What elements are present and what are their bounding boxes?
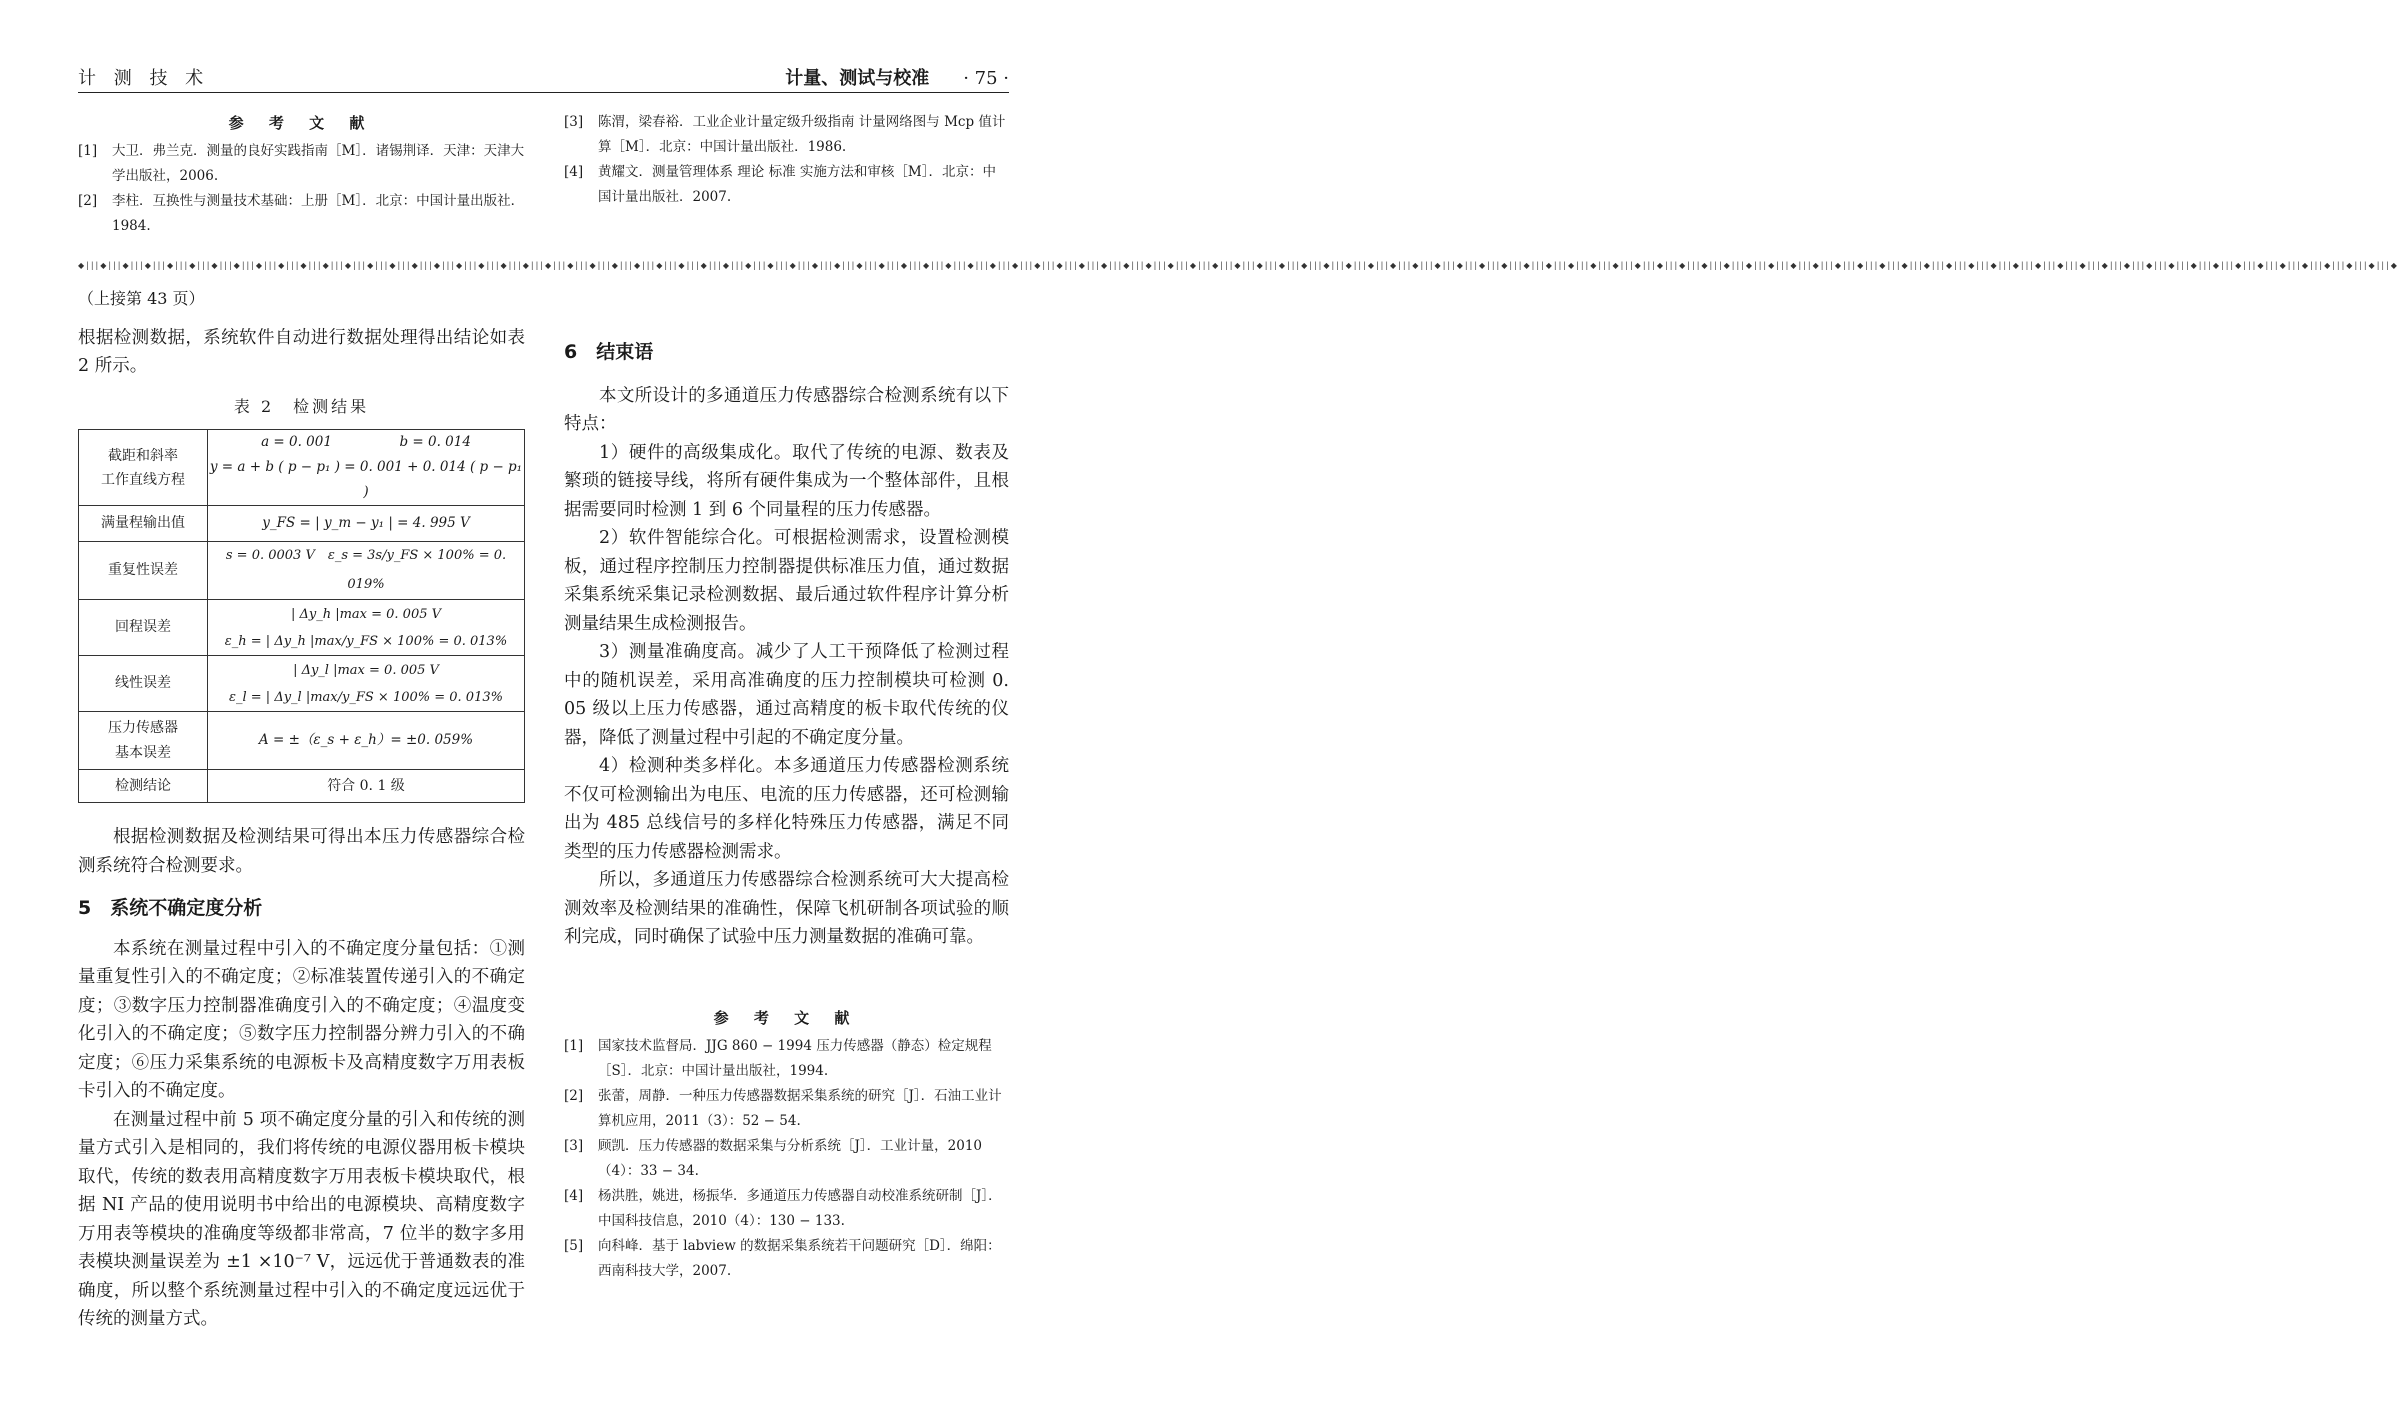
left-column bbox=[78, 285, 525, 1334]
table-row: 线性误差 | Δy_l |max = 0. 005 V ε_l = | Δy_l |max/y_FS × 100% = 0. 013% bbox=[79, 656, 525, 712]
header-rule bbox=[78, 92, 1009, 93]
reference-item: [1] 国家技术监督局．JJG 860 − 1994 压力传感器（静态）检定规程［S］．北京：中国计量出版社，1994. bbox=[564, 1038, 992, 1079]
right-column bbox=[564, 338, 1009, 952]
table-row: 回程误差 | Δy_h |max = 0. 005 V ε_h = | Δy_h |max/y_FS × 100% = 0. 013% bbox=[79, 600, 525, 656]
running-header bbox=[785, 64, 1009, 90]
reference-item: [2] 张蕾，周静．一种压力传感器数据采集系统的研究［J］．石油工业计算机应用，2011（3）：52 − 54. bbox=[564, 1088, 1002, 1129]
body-paragraph: 2）软件智能综合化。可根据检测需求，设置检测模板，通过程序控制压力控制器提供标准压力值，通过数据采集系统采集记录检测数据、最后通过软件程序计算分析测量结果生成检测报告。 bbox=[564, 528, 1009, 634]
top-references-right bbox=[564, 110, 1009, 210]
section-name: 计量、测试与校准 bbox=[785, 68, 930, 89]
table-row: 满量程输出值 y_FS = | y_m − y₁ | = 4. 995 V bbox=[79, 506, 525, 542]
references-title: 参 考 文 献 bbox=[228, 114, 375, 132]
table-row: 重复性误差 s = 0. 0003 V ε_s = 3s/y_FS × 100% = 0. 019% bbox=[79, 542, 525, 600]
reference-item: [3] 顾凯．压力传感器的数据采集与分析系统［J］．工业计量，2010（4）：33 − 34. bbox=[564, 1138, 983, 1179]
results-table bbox=[78, 429, 525, 803]
ornamental-divider: ◆|||◆|||◆|||◆|||◆|||◆|||◆|||◆|||◆|||◆|||◆|||◆|||◆|||◆|||◆|||◆|||◆|||◆|||◆|||◆|||◆|||◆|||◆|||◆|||◆|||◆|||◆|||◆|||◆|||◆|||◆|||◆|||◆|||◆|||◆|||◆|||◆|||◆|||◆|||◆|||◆|||◆|||◆|||◆|||◆|||◆|||◆|||◆|||◆|||◆|||◆|||◆|||◆|||◆|||◆|||◆|||◆|||◆|||◆|||◆|||◆|||◆|||◆|||◆|||◆|||◆|||◆|||◆|||◆|||◆|||◆|||◆|||◆|||◆|||◆|||◆|||◆|||◆|||◆|||◆|||◆|||◆|||◆|||◆|||◆|||◆|||◆|||◆|||◆|||◆|||◆|||◆|||◆|||◆|||◆|||◆|||◆|||◆|||◆|||◆|||◆|||◆|||◆|||◆|||◆ bbox=[78, 261, 2399, 270]
body-paragraph: 3）测量准确度高。减少了人工干预降低了检测过程中的随机误差，采用高准确度的压力控制模块可检测 0. 05 级以上压力传感器，通过高精度的板卡取代传统的仪器，降低了测量过程中引起的不确定度分量。 bbox=[564, 642, 1009, 748]
conclusion-paragraph: 根据检测数据及检测结果可得出本压力传感器综合检测系统符合检测要求。 bbox=[78, 827, 525, 876]
intro-paragraph: 根据检测数据，系统软件自动进行数据处理得出结论如表 2 所示。 bbox=[78, 327, 525, 376]
section-heading: 5 系统不确定度分析 bbox=[78, 897, 263, 919]
bottom-references bbox=[564, 1007, 1009, 1284]
reference-item: [3] 陈渭，梁春裕．工业企业计量定级升级指南 计量网络图与 Mcp 值计算［M］．北京：中国计量出版社．1986. bbox=[564, 114, 1006, 155]
reference-item: [4] 杨洪胜，姚进，杨振华．多通道压力传感器自动校准系统研制［J］．中国科技信息，2010（4）：130 − 133. bbox=[564, 1188, 1002, 1229]
continued-note: （上接第 43 页） bbox=[78, 289, 205, 308]
body-paragraph: 本文所设计的多通道压力传感器综合检测系统有以下特点： bbox=[564, 385, 1009, 434]
reference-item: [4] 黄耀文．测量管理体系 理论 标准 实施方法和审核［M］．北京：中国计量出版社．2007. bbox=[564, 164, 996, 205]
journal-name: 计 测 技 术 bbox=[78, 68, 210, 89]
reference-item: [2] 李柱．互换性与测量技术基础：上册［M］．北京：中国计量出版社．1984. bbox=[78, 193, 525, 234]
section-heading: 6 结束语 bbox=[564, 341, 654, 363]
table-caption: 表 2 检测结果 bbox=[233, 396, 370, 416]
table-row: 压力传感器 基本误差 A = ±（ε_s + ε_h）= ±0. 059% bbox=[79, 712, 525, 770]
reference-item: [1] 大卫．弗兰克．测量的良好实践指南［M］．诸锡荆译．天津：天津大学出版社，2006. bbox=[78, 143, 525, 184]
table-row: 截距和斜率 工作直线方程 a = 0. 001 b = 0. 014 y = a + b ( p − p₁ ) = 0. 001 + 0. 014 ( p − p₁ ) bbox=[79, 430, 525, 506]
body-paragraph: 所以，多通道压力传感器综合检测系统可大大提高检测效率及检测结果的准确性，保障飞机研制各项试验的顺利完成，同时确保了试验中压力测量数据的准确可靠。 bbox=[564, 870, 1009, 947]
body-paragraph: 本系统在测量过程中引入的不确定度分量包括：①测量重复性引入的不确定度；②标准装置传递引入的不确定度；③数字压力控制器准确度引入的不确定度；④温度变化引入的不确定度；⑤数字压力控制器分辨力引入的不确定度；⑥压力采集系统的电源板卡及高精度数字万用表板卡引入的不确定度。 bbox=[78, 938, 525, 1101]
body-paragraph: 在测量过程中前 5 项不确定度分量的引入和传统的测量方式引入是相同的，我们将传统的电源仪器用板卡模块取代，传统的数表用高精度数字万用表板卡模块取代，根据 NI 产品的使用说明书中给出的电源模块、高精度数字万用表等模块的准确度等级都非常高，7 位半的数字多用表模块测量误差为 ±1 ×10⁻⁷ V，远远优于普通数表的准确度，所以整个系统测量过程中引入的不确定度远远优于传统的测量方式。 bbox=[78, 1109, 525, 1329]
reference-item: [5] 向科峰．基于 labview 的数据采集系统若干问题研究［D］．绵阳：西南科技大学，2007. bbox=[564, 1238, 1001, 1279]
body-paragraph: 1）硬件的高级集成化。取代了传统的电源、数表及繁琐的链接导线，将所有硬件集成为一个整体部件，且根据需要同时检测 1 到 6 个同量程的压力传感器。 bbox=[564, 442, 1009, 520]
top-references-left bbox=[78, 112, 525, 239]
body-paragraph: 4）检测种类多样化。本多通道压力传感器检测系统不仅可检测输出为电压、电流的压力传感器，还可检测输出为 485 总线信号的多样化特殊压力传感器，满足不同类型的压力传感器检测需求。 bbox=[564, 756, 1009, 862]
table-row: 检测结论 符合 0. 1 级 bbox=[79, 770, 525, 803]
references-title: 参 考 文 献 bbox=[713, 1009, 860, 1027]
page-number: · 75 · bbox=[963, 68, 1009, 89]
